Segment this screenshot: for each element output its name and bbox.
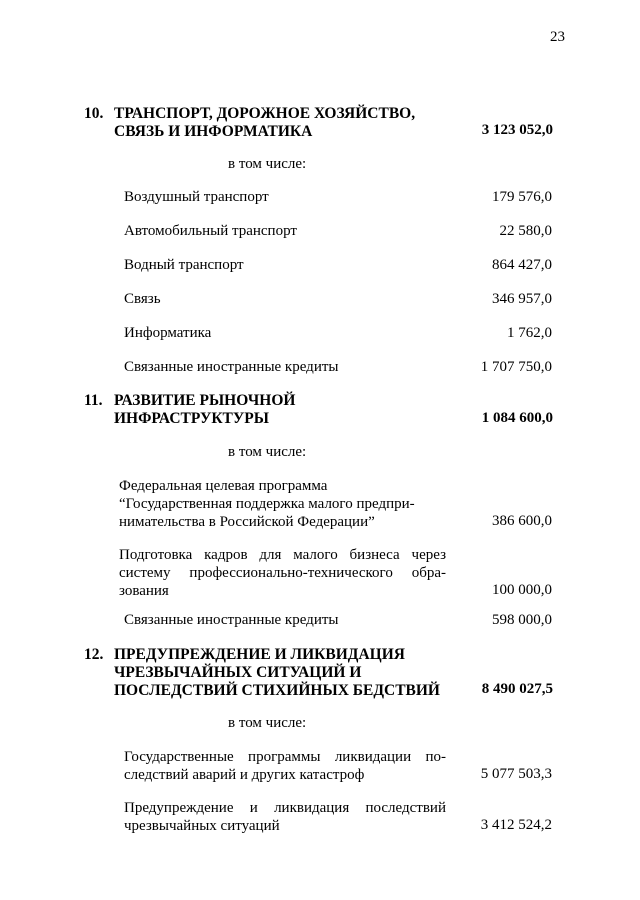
item-amount: 1 762,0 bbox=[507, 325, 552, 341]
section-number: 11. bbox=[84, 392, 103, 409]
item-label: Водный транспорт bbox=[124, 257, 244, 273]
section-title-line: ИНФРАСТРУКТУРЫ bbox=[114, 410, 269, 427]
item-label-line: Подготовка кадров для малого бизнеса через bbox=[119, 547, 446, 563]
item-label bbox=[119, 546, 446, 600]
section-title-line: ПРЕДУПРЕЖДЕНИЕ И ЛИКВИДАЦИЯ bbox=[114, 646, 405, 663]
item-amount: 386 600,0 bbox=[492, 513, 552, 529]
item-label-line: “Государственная поддержка малого предпри- bbox=[119, 496, 415, 512]
item-label-line: Государственные программы ликвидации по- bbox=[124, 749, 446, 765]
section-amount: 1 084 600,0 bbox=[481, 410, 553, 426]
item-label bbox=[124, 748, 446, 784]
section-title-line: ПОСЛЕДСТВИЙ СТИХИЙНЫХ БЕДСТВИЙ bbox=[114, 682, 440, 699]
section-number: 12. bbox=[84, 646, 104, 663]
item-label-line: Предупреждение и ликвидация последствий bbox=[124, 800, 446, 816]
item-label: Связанные иностранные кредиты bbox=[124, 359, 339, 375]
section-title-line: ЧРЕЗВЫЧАЙНЫХ СИТУАЦИЙ И bbox=[114, 664, 362, 681]
section-number: 10. bbox=[84, 105, 104, 122]
section-title-line: РАЗВИТИЕ РЫНОЧНОЙ bbox=[114, 392, 296, 409]
item-amount: 22 580,0 bbox=[499, 223, 552, 239]
item-label-line: чрезвычайных ситуаций bbox=[124, 818, 280, 834]
item-amount: 346 957,0 bbox=[492, 291, 552, 307]
including-label: в том числе: bbox=[228, 156, 307, 172]
item-amount: 864 427,0 bbox=[492, 257, 552, 273]
item-label-line: систему профессионально-технического обра- bbox=[119, 565, 446, 581]
item-label-line: нимательства в Российской Федерации” bbox=[119, 514, 375, 530]
item-amount: 1 707 750,0 bbox=[480, 359, 552, 375]
section-title-line: ТРАНСПОРТ, ДОРОЖНОЕ ХОЗЯЙСТВО, bbox=[114, 105, 416, 122]
item-amount: 5 077 503,3 bbox=[480, 766, 552, 782]
item-label: Информатика bbox=[124, 325, 212, 341]
item-label: Воздушный транспорт bbox=[124, 189, 269, 205]
item-label: Автомобильный транспорт bbox=[124, 223, 297, 239]
item-amount: 100 000,0 bbox=[492, 582, 552, 598]
item-label: Связанные иностранные кредиты bbox=[124, 612, 339, 628]
item-label-line: Федеральная целевая программа bbox=[119, 478, 328, 494]
section-amount: 3 123 052,0 bbox=[481, 122, 553, 138]
item-label bbox=[119, 477, 446, 531]
item-amount: 3 412 524,2 bbox=[480, 817, 552, 833]
item-label-line: зования bbox=[119, 583, 169, 599]
section-amount: 8 490 027,5 bbox=[481, 681, 553, 697]
item-label: Связь bbox=[124, 291, 161, 307]
section-title-line: СВЯЗЬ И ИНФОРМАТИКА bbox=[114, 123, 313, 140]
item-label bbox=[124, 799, 446, 835]
including-label: в том числе: bbox=[228, 715, 307, 731]
including-label: в том числе: bbox=[228, 444, 307, 460]
page-number: 23 bbox=[550, 29, 565, 45]
item-amount: 179 576,0 bbox=[492, 189, 552, 205]
item-label-line: следствий аварий и других катастроф bbox=[124, 767, 365, 783]
item-amount: 598 000,0 bbox=[492, 612, 552, 628]
